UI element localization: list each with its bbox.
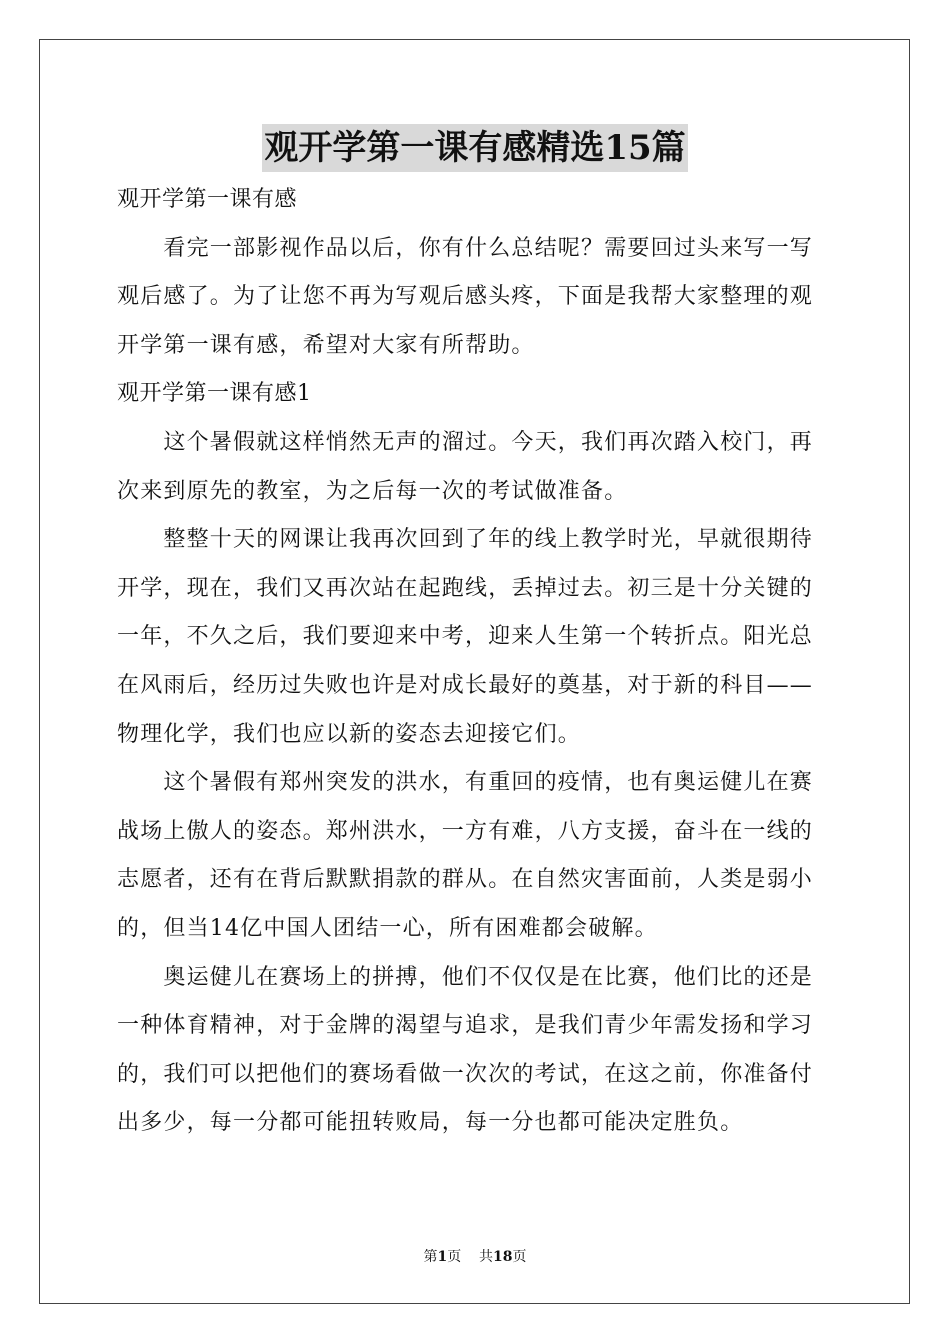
paragraph-line: 志愿者，还有在背后默默捐款的群从。在自然灾害面前，人类是弱小 [117, 867, 814, 893]
paragraph-line: 的，我们可以把他们的赛场看做一次次的考试，在这之前，你准备付 [117, 1061, 814, 1087]
paragraph-line: 奥运健儿在赛场上的拼搏，他们不仅仅是在比赛，他们比的还是 [117, 964, 814, 990]
paragraph-line: 开学第一课有感，希望对大家有所帮助。 [117, 332, 535, 358]
paragraph-line: 出多少，每一分都可能扭转败局，每一分也都可能决定胜负。 [117, 1110, 744, 1136]
paragraph-line: 物理化学，我们也应以新的姿态去迎接它们。 [117, 721, 582, 747]
footer-total-suffix: 页 [512, 1249, 527, 1265]
document-title: 观开学第一课有感精选15篇 [262, 124, 687, 172]
document-body [117, 176, 833, 1148]
paragraph-line: 一年，不久之后，我们要迎来中考，迎来人生第一个转折点。阳光总 [117, 624, 814, 650]
paragraph-line: 战场上傲人的姿态。郑州洪水，一方有难，八方支援，奋斗在一线的 [117, 818, 814, 844]
section-heading: 观开学第一课有感 [117, 187, 298, 212]
paragraph-line: 整整十天的网课让我再次回到了年的线上教学时光，早就很期待 [117, 527, 814, 553]
paragraph-line: 开学，现在，我们又再次站在起跑线，丢掉过去。初三是十分关键的 [117, 575, 814, 601]
paragraph-line: 这个暑假有郑州突发的洪水，有重回的疫情，也有奥运健儿在赛 [117, 770, 814, 796]
paragraph-line: 的，但当14亿中国人团结一心，所有困难都会破解。 [117, 915, 658, 941]
footer-page-suffix: 页 [447, 1249, 462, 1265]
paragraph-line: 一种体育精神，对于金牌的渴望与追求，是我们青少年需发扬和学习 [117, 1013, 814, 1039]
paragraph-line: 次来到原先的教室，为之后每一次的考试做准备。 [117, 478, 628, 504]
footer-page-number: 1 [437, 1249, 448, 1265]
paragraph-line: 观后感了。为了让您不再为写观后感头疼，下面是我帮大家整理的观 [117, 284, 814, 310]
title-container [0, 124, 950, 172]
footer-total-pages: 18 [493, 1249, 513, 1265]
footer-page-prefix: 第 [423, 1249, 438, 1265]
section-heading: 观开学第一课有感1 [117, 381, 312, 407]
footer-total-prefix: 共 [479, 1249, 494, 1265]
paragraph-line: 看完一部影视作品以后，你有什么总结呢？需要回过头来写一写 [117, 235, 814, 261]
page-footer [0, 1246, 950, 1266]
paragraph-line: 在风雨后，经历过失败也许是对成长最好的奠基，对于新的科目—— [117, 672, 814, 698]
paragraph-line: 这个暑假就这样悄然无声的溜过。今天，我们再次踏入校门，再 [117, 429, 814, 455]
